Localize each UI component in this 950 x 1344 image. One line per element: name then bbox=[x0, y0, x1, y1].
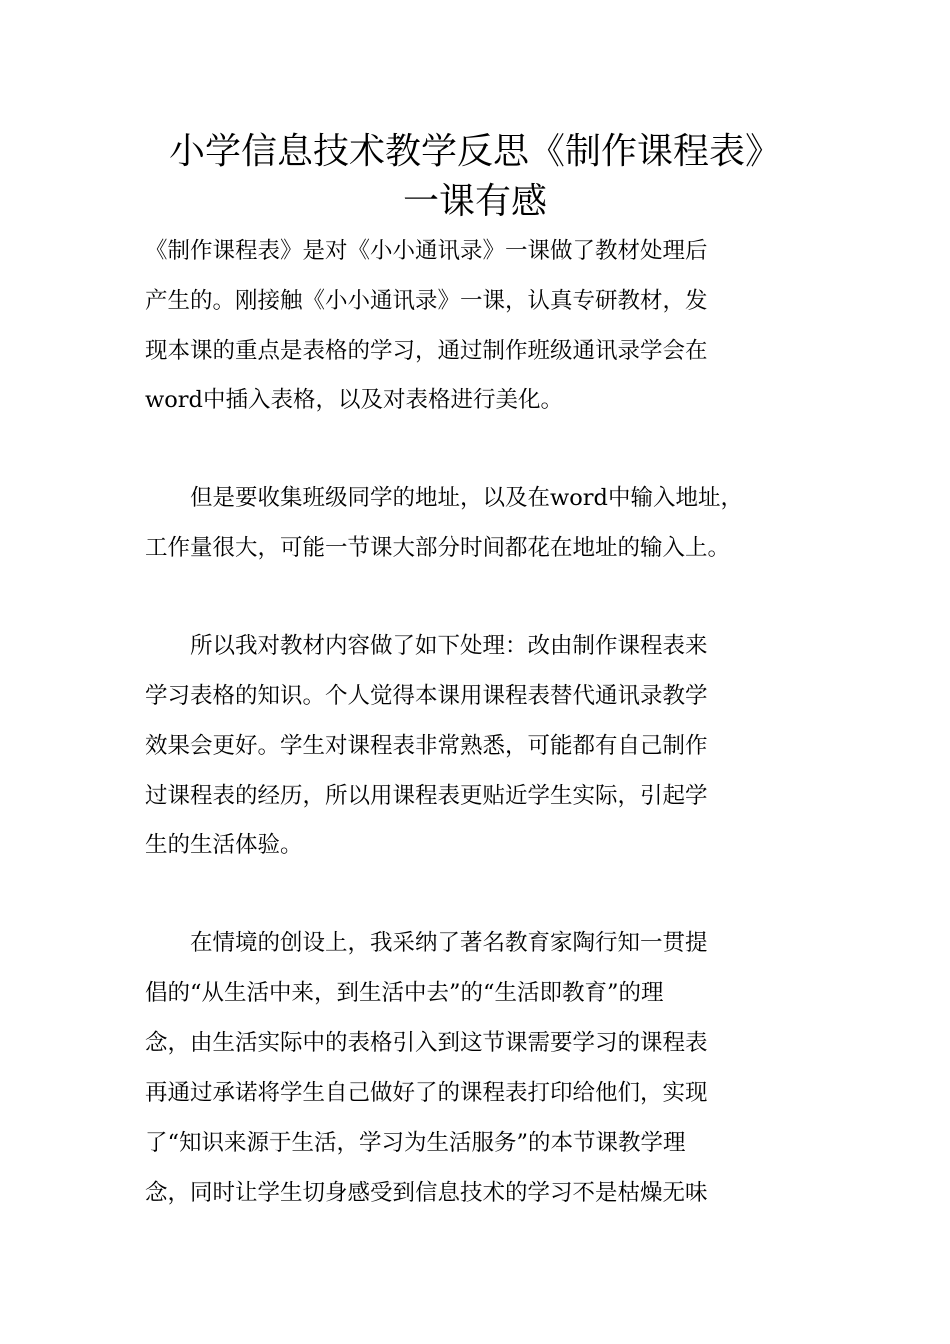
document-title-line-2: 一课有感 bbox=[402, 181, 547, 222]
paragraph-1-line-1: 《制作课程表》是对《小小通讯录》一课做了教材处理后 bbox=[145, 238, 708, 264]
paragraph-1-line-3: 现本课的重点是表格的学习，通过制作班级通讯录学会在 bbox=[145, 338, 708, 364]
paragraph-3-line-4: 过课程表的经历，所以用课程表更贴近学生实际，引起学 bbox=[145, 783, 708, 809]
paragraph-4-line-4: 再通过承诺将学生自己做好了的课程表打印给他们，实现 bbox=[145, 1080, 708, 1106]
document-title-line-1: 小学信息技术教学反思《制作课程表》 bbox=[168, 131, 781, 172]
paragraph-4-line-2: 倡的“从生活中来，到生活中去”的“生活即教育”的理 bbox=[145, 980, 664, 1006]
paragraph-3-line-3: 效果会更好。学生对课程表非常熟悉，可能都有自己制作 bbox=[145, 733, 708, 759]
paragraph-3-line-2: 学习表格的知识。个人觉得本课用课程表替代通讯录教学 bbox=[145, 683, 708, 709]
paragraph-2-line-1: 但是要收集班级同学的地址，以及在word中输入地址， bbox=[145, 485, 743, 511]
paragraph-2-line-2: 工作量很大，可能一节课大部分时间都花在地址的输入上。 bbox=[145, 535, 731, 561]
paragraph-4-line-1: 在情境的创设上，我采纳了著名教育家陶行知一贯提 bbox=[145, 930, 708, 956]
paragraph-3-line-5: 生的生活体验。 bbox=[145, 832, 303, 858]
paragraph-4-line-5: 了“知识来源于生活，学习为生活服务”的本节课教学理 bbox=[145, 1130, 686, 1156]
paragraph-1-line-2: 产生的。刚接触《小小通讯录》一课，认真专研教材，发 bbox=[145, 288, 708, 314]
paragraph-3-line-1: 所以我对教材内容做了如下处理：改由制作课程表来 bbox=[145, 633, 708, 659]
paragraph-1-line-4: word中插入表格，以及对表格进行美化。 bbox=[145, 387, 563, 413]
paragraph-4-line-6: 念，同时让学生切身感受到信息技术的学习不是枯燥无味 bbox=[145, 1180, 708, 1206]
paragraph-4-line-3: 念，由生活实际中的表格引入到这节课需要学习的课程表 bbox=[145, 1030, 708, 1056]
